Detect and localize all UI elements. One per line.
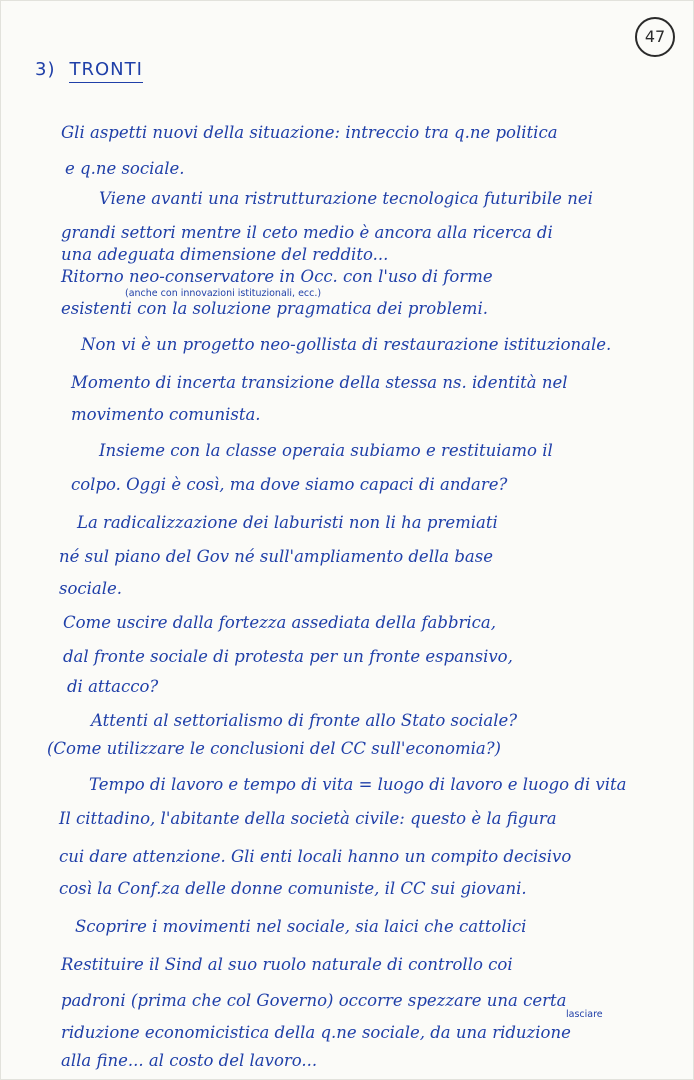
text-line-24: così la Conf.za delle donne comuniste, il CC sui giovani.	[59, 879, 527, 898]
text-line-18: di attacco?	[67, 677, 159, 696]
text-line-11: Insieme con la classe operaia subiamo e restituiamo il	[99, 441, 553, 460]
page-number: 47	[635, 17, 675, 57]
section-heading	[35, 59, 143, 80]
text-line-2: e q.ne sociale.	[65, 159, 185, 178]
handwritten-insertion-note: (anche con innovazioni istituzionali, ecc.)	[125, 288, 322, 299]
text-line-12: colpo. Oggi è così, ma dove siamo capaci di andare?	[71, 475, 508, 494]
handwritten-word-above: lasciare	[566, 1009, 603, 1020]
text-line-29: alla fine... al costo del lavoro...	[61, 1051, 318, 1070]
text-line-22: Il cittadino, l'abitante della società civile: questo è la figura	[59, 809, 557, 828]
text-line-26: Restituire il Sind al suo ruolo naturale di controllo coi	[61, 955, 513, 974]
section-number: 3)	[35, 59, 56, 80]
text-line-19: Attenti al settorialismo di fronte allo Stato sociale?	[91, 711, 518, 730]
text-line-23: cui dare attenzione. Gli enti locali hanno un compito decisivo	[59, 847, 572, 866]
text-line-7: esistenti con la soluzione pragmatica dei problemi.	[61, 299, 488, 318]
text-line-9: Momento di incerta transizione della stessa ns. identità nel	[71, 373, 568, 392]
text-line-15: sociale.	[59, 579, 123, 598]
text-line-1: Gli aspetti nuovi della situazione: intreccio tra q.ne politica	[61, 123, 558, 142]
text-line-4: grandi settori mentre il ceto medio è ancora alla ricerca di	[61, 223, 553, 242]
text-line-10: movimento comunista.	[71, 405, 261, 424]
text-line-5: una adeguata dimensione del reddito...	[61, 245, 389, 264]
text-line-3: Viene avanti una ristrutturazione tecnologica futuribile nei	[99, 189, 593, 208]
text-line-16: Come uscire dalla fortezza assediata della fabbrica,	[63, 613, 496, 632]
text-line-13: La radicalizzazione dei laburisti non li ha premiati	[77, 513, 498, 532]
text-line-27: padroni (prima che col Governo) occorre spezzare una certa	[61, 991, 567, 1010]
text-line-17: dal fronte sociale di protesta per un fronte espansivo,	[63, 647, 513, 666]
text-line-20: (Come utilizzare le conclusioni del CC sull'economia?)	[47, 739, 501, 758]
section-title: TRONTI	[69, 59, 142, 83]
text-line-8: Non vi è un progetto neo-gollista di restaurazione istituzionale.	[81, 335, 612, 354]
text-line-14: né sul piano del Gov né sull'ampliamento della base	[59, 547, 493, 566]
text-line-6: Ritorno neo-conservatore in Occ. con l'uso di forme	[61, 267, 493, 286]
text-line-21: Tempo di lavoro e tempo di vita = luogo di lavoro e luogo di vita	[89, 775, 627, 794]
text-line-28: riduzione economicistica della q.ne sociale, da una riduzione	[61, 1023, 571, 1042]
text-line-25: Scoprire i movimenti nel sociale, sia laici che cattolici	[75, 917, 527, 936]
